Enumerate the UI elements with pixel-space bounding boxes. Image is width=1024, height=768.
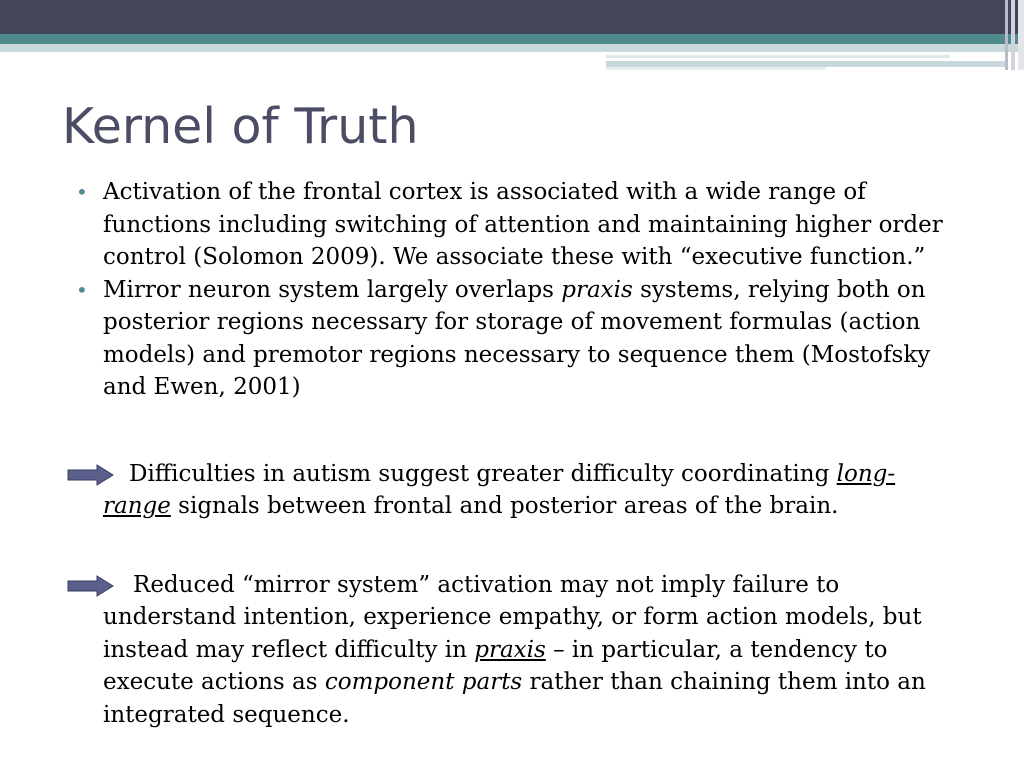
header-band [0,0,1024,34]
bullet-text: Activation of the frontal cortex is associated with a wide range of functions including switching of attention and maintaining higher order control (Solomon 2009). We associate these with “executive function.” [103,179,943,270]
arrow-point-text: Reduced “mirror system” activation may not imply failure to understand intention, experience empathy, or form action models, but instead may reflect difficulty in [103,571,922,663]
arrow-point-emphasis: component parts [324,669,523,695]
right-arrow-icon [67,464,115,486]
slide-title: Kernel of Truth [62,98,419,155]
arrow-point-text: rather than chaining them into an integrated sequence. [103,669,926,728]
bullet-dot-icon: • [76,180,88,204]
bullet-emphasis: praxis [561,276,633,303]
arrow-point-text: signals between frontal and posterior areas of the brain. [170,493,839,519]
bullet-dot-icon: • [76,277,88,302]
light-stripe [0,44,1024,52]
arrow-point-emphasis: long-range [103,460,896,519]
bullet-text: Mirror neuron system largely overlaps [103,276,562,303]
accent-line [606,55,950,58]
bullet-text: systems, relying both on posterior regions necessary for storage of movement formulas (action models) and premotor regions necessary to sequence them (Mostofsky and Ewen, 2001) [103,276,931,400]
bullet-item [62,274,962,404]
arrow-point [62,569,962,732]
arrow-point-text: – in particular, a tendency to execute actions as [103,636,888,695]
edge-decoration [992,0,1024,70]
right-arrow-icon [67,575,115,597]
bullet-item [62,176,962,274]
accent-line [606,67,826,70]
arrow-point-emphasis: praxis [474,636,546,663]
arrow-point [62,458,962,523]
teal-stripe [0,34,1024,44]
arrow-point-text: Difficulties in autism suggest greater difficulty coordinating [129,460,837,487]
slide-body [62,176,962,731]
